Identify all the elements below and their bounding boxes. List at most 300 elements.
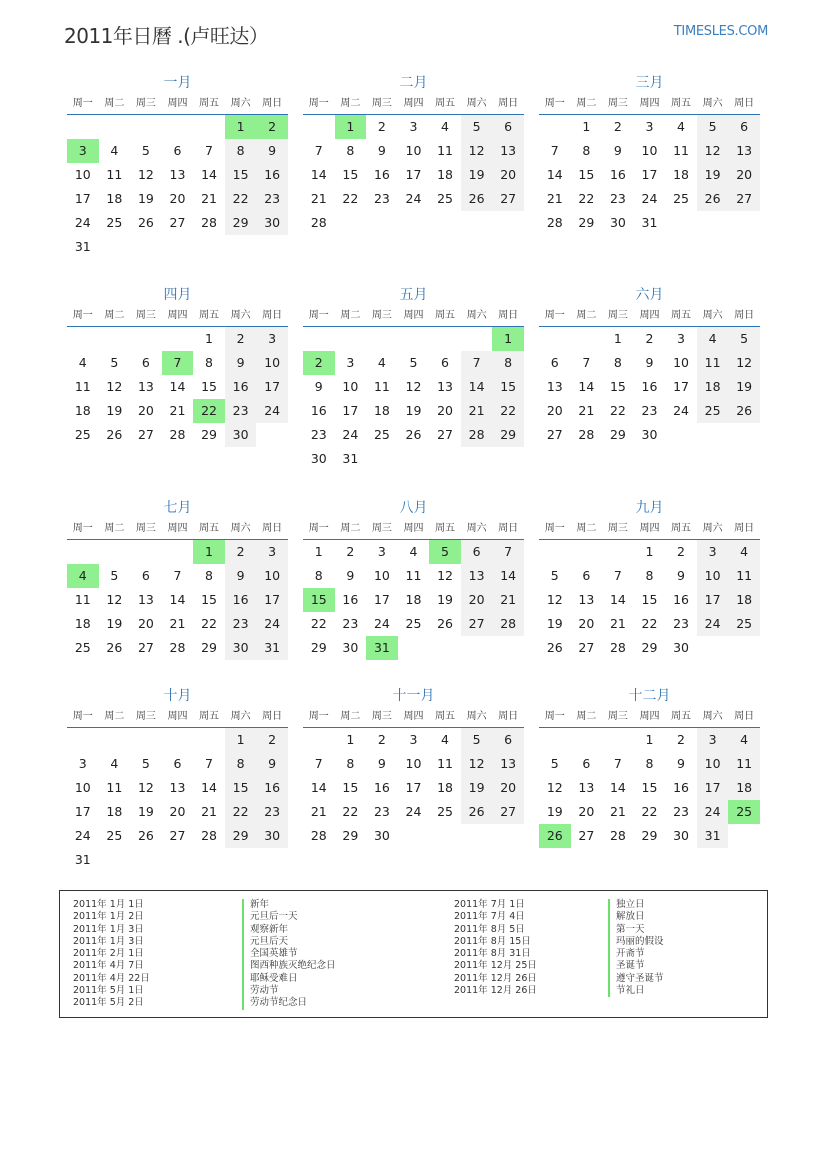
month-title: 七月 (163, 500, 192, 516)
day-cell: 19 (437, 592, 453, 607)
day-cell: 8 (205, 568, 213, 583)
day-cell: 8 (225, 752, 257, 776)
day-cell: 8 (492, 351, 524, 375)
weekday-label: 周二 (104, 523, 125, 534)
weekday-label: 周五 (435, 711, 456, 722)
holiday-day-cell: 2 (303, 351, 335, 375)
day-cell: 1 (205, 331, 213, 346)
weekday-header (539, 305, 760, 327)
day-cell: 18 (373, 403, 390, 418)
day-cell: 16 (673, 592, 689, 607)
day-cell: 23 (609, 191, 626, 206)
month-block (303, 73, 524, 235)
day-cell: 6 (582, 756, 591, 771)
day-cell: 27 (169, 215, 186, 230)
weekday-label: 周三 (135, 523, 156, 534)
day-cell: 12 (697, 139, 729, 163)
weekday-label: 周五 (435, 310, 456, 321)
holiday-entry: 2011年 5月 2日 (73, 997, 144, 1009)
day-cell: 22 (201, 616, 217, 631)
day-cell: 12 (405, 379, 422, 394)
day-cell: 1 (645, 732, 654, 747)
empty-cell (461, 327, 493, 351)
day-cell: 21 (310, 804, 327, 819)
day-cell: 23 (373, 804, 390, 819)
day-cell: 11 (728, 564, 760, 588)
weekday-header (67, 93, 288, 115)
holiday-entry: 图西种族灭绝纪念日 (242, 960, 336, 972)
weekday-header (303, 518, 524, 540)
day-cell: 14 (169, 379, 186, 394)
holiday-entry: 劳动节纪念日 (242, 997, 336, 1009)
day-cell: 2 (346, 544, 355, 559)
holiday-entry: 2011年 7月 1日 (454, 899, 525, 910)
day-cell: 6 (441, 355, 449, 370)
day-cell: 14 (609, 780, 626, 795)
day-cell: 5 (110, 355, 119, 370)
day-cell: 1 (314, 544, 323, 559)
month-title: 一月 (163, 75, 192, 91)
day-cell: 20 (578, 804, 595, 819)
day-cell: 18 (74, 403, 91, 418)
day-cell: 24 (697, 800, 729, 824)
month-title: 十二月 (628, 688, 671, 704)
weekday-label: 周五 (199, 523, 220, 534)
holiday-entry: 2011年 8月 5日 (454, 923, 525, 935)
day-cell: 1 (346, 732, 355, 747)
holiday-entry: 2011年 7月 4日 (454, 911, 525, 923)
day-cell: 31 (74, 852, 91, 867)
weekday-label: 周一 (72, 98, 93, 109)
day-cell: 2 (256, 728, 288, 752)
day-cell: 3 (697, 540, 729, 564)
holiday-names-right (608, 899, 664, 997)
day-cell: 25 (697, 399, 729, 423)
day-cell: 22 (225, 800, 257, 824)
weekday-label: 周四 (167, 711, 188, 722)
day-cell: 25 (405, 616, 422, 631)
weekday-label: 周二 (340, 711, 361, 722)
month-block (67, 285, 288, 447)
day-cell: 2 (225, 540, 257, 564)
day-cell: 17 (74, 191, 91, 206)
day-cell: 4 (677, 119, 685, 134)
empty-cell (303, 327, 335, 351)
day-cell: 26 (461, 187, 493, 211)
day-cell: 30 (256, 211, 288, 235)
holiday-day-cell: 1 (225, 115, 257, 139)
day-cell: 18 (697, 375, 729, 399)
weekday-label: 周三 (607, 523, 628, 534)
day-cell: 29 (225, 824, 257, 848)
weekday-label: 周六 (230, 523, 251, 534)
day-cell: 22 (342, 804, 359, 819)
day-cell: 4 (409, 544, 418, 559)
day-cell: 23 (310, 427, 327, 442)
weekday-label: 周三 (371, 711, 392, 722)
day-cell: 5 (550, 756, 559, 771)
holiday-entry: 2011年 1月 1日 (73, 899, 144, 910)
empty-cell (67, 327, 99, 351)
day-cell: 7 (492, 540, 524, 564)
day-cell: 12 (437, 568, 453, 583)
weekday-label: 周日 (498, 523, 519, 534)
day-cell: 13 (546, 379, 563, 394)
day-cell: 17 (256, 375, 288, 399)
weekday-label: 周四 (167, 98, 188, 109)
holiday-entry: 遵守圣诞节 (608, 973, 664, 985)
day-grid (67, 327, 288, 447)
page-title: 2011年日曆 .(卢旺达） (64, 24, 269, 48)
day-grid (303, 115, 524, 235)
weekday-header (539, 706, 760, 728)
day-cell: 11 (405, 568, 422, 583)
day-cell: 13 (578, 592, 595, 607)
day-cell: 11 (673, 143, 689, 158)
day-cell: 3 (645, 119, 654, 134)
weekday-label: 周六 (466, 98, 487, 109)
day-cell: 7 (205, 756, 213, 771)
day-cell: 28 (201, 828, 217, 843)
day-cell: 24 (74, 828, 91, 843)
weekday-label: 周六 (230, 711, 251, 722)
weekday-label: 周日 (498, 711, 519, 722)
day-grid (303, 728, 524, 848)
day-cell: 2 (377, 119, 386, 134)
day-cell: 12 (546, 780, 563, 795)
weekday-label: 周一 (308, 523, 329, 534)
day-cell: 15 (225, 776, 257, 800)
weekday-label: 周日 (734, 711, 755, 722)
holiday-day-cell: 2 (256, 115, 288, 139)
day-cell: 19 (405, 403, 422, 418)
weekday-label: 周五 (671, 523, 692, 534)
month-title: 十月 (163, 688, 192, 704)
day-grid (303, 540, 524, 660)
day-cell: 3 (256, 540, 288, 564)
day-cell: 6 (492, 115, 524, 139)
day-cell: 19 (137, 804, 154, 819)
empty-cell (162, 540, 194, 564)
day-cell: 18 (437, 780, 453, 795)
empty-cell (130, 327, 162, 351)
day-cell: 16 (256, 163, 288, 187)
holiday-entry: 2011年 1月 2日 (73, 911, 144, 923)
day-cell: 27 (578, 640, 595, 655)
empty-cell (571, 728, 603, 752)
day-cell: 2 (645, 331, 654, 346)
day-cell: 1 (225, 728, 257, 752)
month-title: 八月 (399, 500, 428, 516)
day-cell: 21 (492, 588, 524, 612)
day-cell: 19 (137, 191, 154, 206)
day-cell: 28 (492, 612, 524, 636)
weekday-header (303, 706, 524, 728)
empty-cell (130, 115, 162, 139)
holiday-entry: 耶稣受难日 (242, 973, 336, 985)
weekday-label: 周一 (72, 523, 93, 534)
month-title: 十一月 (392, 688, 435, 704)
day-cell: 4 (377, 355, 386, 370)
day-cell: 28 (310, 828, 327, 843)
day-cell: 3 (346, 355, 355, 370)
day-cell: 22 (641, 616, 658, 631)
day-cell: 25 (728, 612, 760, 636)
holiday-day-cell: 1 (492, 327, 524, 351)
day-cell: 20 (728, 163, 760, 187)
day-cell: 15 (492, 375, 524, 399)
day-cell: 29 (641, 640, 658, 655)
day-cell: 18 (673, 167, 689, 182)
day-cell: 7 (314, 143, 323, 158)
day-cell: 28 (546, 215, 563, 230)
weekday-label: 周四 (639, 98, 660, 109)
empty-cell (539, 327, 571, 351)
day-cell: 19 (106, 403, 123, 418)
month-block (539, 285, 760, 447)
day-cell: 21 (461, 399, 493, 423)
day-cell: 15 (201, 379, 217, 394)
empty-cell (162, 115, 194, 139)
day-cell: 3 (78, 756, 87, 771)
day-cell: 9 (225, 564, 257, 588)
day-cell: 8 (314, 568, 323, 583)
day-cell: 29 (201, 427, 217, 442)
holiday-entry: 第一天 (608, 924, 664, 936)
day-cell: 14 (461, 375, 493, 399)
day-cell: 11 (728, 752, 760, 776)
weekday-label: 周日 (498, 310, 519, 321)
day-cell: 19 (728, 375, 760, 399)
weekday-label: 周二 (576, 711, 597, 722)
day-cell: 24 (74, 215, 91, 230)
holiday-day-cell: 7 (162, 351, 194, 375)
day-cell: 19 (546, 804, 563, 819)
empty-cell (335, 327, 367, 351)
day-cell: 20 (137, 616, 154, 631)
day-cell: 3 (697, 728, 729, 752)
day-cell: 20 (169, 191, 186, 206)
day-cell: 14 (609, 592, 626, 607)
day-cell: 28 (609, 828, 626, 843)
day-cell: 21 (578, 403, 595, 418)
day-cell: 22 (310, 616, 327, 631)
weekday-label: 周三 (371, 98, 392, 109)
empty-cell (429, 327, 461, 351)
day-cell: 9 (613, 143, 622, 158)
day-cell: 20 (578, 616, 595, 631)
weekday-label: 周五 (671, 310, 692, 321)
month-block (67, 686, 288, 872)
day-cell: 5 (728, 327, 760, 351)
day-cell: 30 (641, 427, 658, 442)
weekday-label: 周一 (544, 98, 565, 109)
day-cell: 12 (461, 752, 493, 776)
day-cell: 31 (641, 215, 658, 230)
day-cell: 27 (137, 640, 154, 655)
day-grid (539, 115, 760, 235)
weekday-label: 周一 (544, 523, 565, 534)
day-grid (67, 540, 288, 660)
day-cell: 19 (106, 616, 123, 631)
empty-cell (303, 728, 335, 752)
day-cell: 27 (461, 612, 493, 636)
day-cell: 25 (74, 640, 91, 655)
day-cell: 9 (677, 756, 685, 771)
day-cell: 11 (697, 351, 729, 375)
weekday-label: 周五 (435, 523, 456, 534)
day-cell: 13 (137, 592, 154, 607)
day-cell: 10 (641, 143, 658, 158)
day-cell: 31 (697, 824, 729, 848)
day-cell: 16 (256, 776, 288, 800)
day-cell: 2 (613, 119, 622, 134)
day-cell: 17 (405, 167, 422, 182)
holiday-list-panel (59, 890, 768, 1018)
day-cell: 21 (169, 403, 186, 418)
day-cell: 26 (106, 427, 123, 442)
day-cell: 13 (728, 139, 760, 163)
weekday-label: 周二 (340, 310, 361, 321)
weekday-label: 周六 (230, 98, 251, 109)
day-cell: 29 (342, 828, 359, 843)
day-cell: 7 (173, 568, 182, 583)
weekday-label: 周三 (607, 310, 628, 321)
day-cell: 27 (492, 800, 524, 824)
month-block (539, 73, 760, 235)
weekday-label: 周五 (435, 98, 456, 109)
site-brand-link[interactable]: TIMESLES.COM (673, 24, 768, 39)
day-cell: 22 (342, 191, 359, 206)
day-cell: 22 (641, 804, 658, 819)
day-cell: 1 (645, 544, 654, 559)
empty-cell (571, 540, 603, 564)
day-cell: 5 (697, 115, 729, 139)
holiday-entry: 劳动节 (242, 985, 336, 997)
day-cell: 25 (74, 427, 91, 442)
day-cell: 12 (106, 379, 123, 394)
day-cell: 25 (437, 804, 453, 819)
day-cell: 24 (405, 804, 422, 819)
day-cell: 30 (673, 640, 689, 655)
day-cell: 8 (645, 756, 654, 771)
empty-cell (162, 728, 194, 752)
day-cell: 16 (673, 780, 689, 795)
month-title: 五月 (399, 287, 428, 303)
day-cell: 21 (609, 804, 626, 819)
empty-cell (130, 540, 162, 564)
weekday-label: 周六 (230, 310, 251, 321)
day-grid (303, 327, 524, 471)
day-cell: 9 (677, 568, 685, 583)
day-cell: 27 (492, 187, 524, 211)
day-cell: 29 (578, 215, 595, 230)
weekday-header (67, 706, 288, 728)
holiday-entry: 2011年 1月 3日 (73, 935, 144, 947)
day-cell: 26 (728, 399, 760, 423)
empty-cell (67, 540, 99, 564)
day-cell: 30 (310, 451, 327, 466)
day-cell: 5 (550, 568, 559, 583)
day-cell: 15 (641, 780, 658, 795)
weekday-header (67, 305, 288, 327)
day-cell: 16 (310, 403, 327, 418)
day-grid (67, 728, 288, 872)
day-cell: 10 (74, 167, 91, 182)
holiday-entry: 节礼日 (608, 985, 664, 997)
day-grid (67, 115, 288, 259)
day-cell: 28 (201, 215, 217, 230)
holiday-day-cell: 1 (335, 115, 367, 139)
empty-cell (162, 327, 194, 351)
holiday-day-cell: 3 (67, 139, 99, 163)
weekday-label: 周六 (466, 523, 487, 534)
day-cell: 24 (405, 191, 422, 206)
day-cell: 10 (256, 351, 288, 375)
day-cell: 29 (492, 423, 524, 447)
weekday-label: 周四 (403, 711, 424, 722)
day-cell: 27 (578, 828, 595, 843)
day-grid (539, 327, 760, 447)
day-cell: 9 (645, 355, 654, 370)
day-cell: 17 (373, 592, 390, 607)
holiday-entry: 2011年 12月 25日 (454, 960, 537, 972)
day-cell: 13 (492, 139, 524, 163)
day-cell: 3 (377, 544, 386, 559)
weekday-label: 周一 (308, 711, 329, 722)
day-cell: 15 (578, 167, 595, 182)
empty-cell (539, 115, 571, 139)
day-cell: 22 (609, 403, 626, 418)
day-grid (539, 728, 760, 848)
day-cell: 9 (346, 568, 355, 583)
day-cell: 20 (546, 403, 563, 418)
day-cell: 30 (225, 423, 257, 447)
day-cell: 6 (550, 355, 559, 370)
weekday-label: 周一 (544, 310, 565, 321)
day-cell: 3 (409, 732, 418, 747)
empty-cell (539, 728, 571, 752)
day-cell: 17 (697, 776, 729, 800)
month-block (539, 498, 760, 660)
day-cell: 15 (342, 780, 359, 795)
weekday-label: 周日 (262, 310, 283, 321)
day-cell: 11 (106, 780, 123, 795)
holiday-entry: 2011年 12月 26日 (454, 985, 537, 997)
day-cell: 21 (201, 804, 217, 819)
weekday-label: 周一 (308, 98, 329, 109)
day-cell: 14 (546, 167, 563, 182)
day-cell: 14 (310, 167, 327, 182)
empty-cell (398, 327, 430, 351)
day-cell: 11 (74, 592, 91, 607)
day-cell: 8 (205, 355, 213, 370)
day-cell: 30 (609, 215, 626, 230)
day-cell: 9 (377, 143, 386, 158)
empty-cell (99, 327, 131, 351)
month-title: 九月 (635, 500, 664, 516)
day-cell: 12 (137, 167, 154, 182)
day-cell: 6 (173, 143, 182, 158)
day-cell: 29 (609, 427, 626, 442)
day-cell: 4 (78, 355, 87, 370)
day-cell: 17 (74, 804, 91, 819)
day-cell: 23 (673, 804, 689, 819)
day-cell: 9 (314, 379, 323, 394)
weekday-label: 周日 (262, 98, 283, 109)
day-cell: 10 (256, 564, 288, 588)
day-cell: 23 (641, 403, 658, 418)
